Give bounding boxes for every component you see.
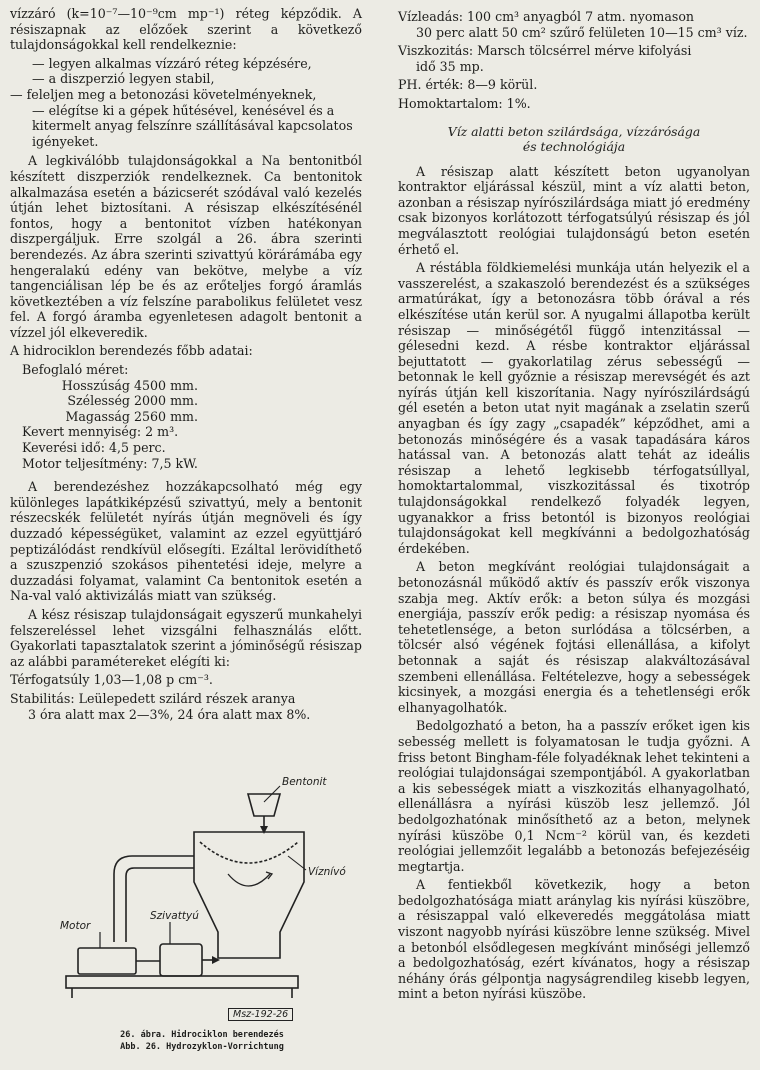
section-title-line: Víz alatti beton szilárdsága, vízzárósága bbox=[447, 123, 701, 139]
spec-label: Magasság bbox=[65, 408, 130, 424]
stability-block bbox=[10, 691, 362, 722]
figure-caption-de: Abb. 26. Hydrozyklon-Vorrichtung bbox=[120, 1042, 284, 1052]
section-title-line: és technológiája bbox=[522, 138, 626, 154]
stability-line: Stabilitás: Leülepedett szilárd részek aranya bbox=[10, 690, 296, 706]
spec-extra: Motor teljesítmény: 7,5 kW. bbox=[22, 455, 198, 471]
label-motor: Motor bbox=[60, 920, 91, 932]
water-release-line: 30 perc alatt 50 cm² szűrő felületen 10—15 cm³ víz. bbox=[416, 24, 748, 40]
body-paragraph: A réstábla földkiemelési munkája után helyezik el a vasszerelést, a szakaszoló berendezést és a szükséges armatúrákat, így a betonozásra több órával a rés elkészítése után kerül sor. A nyugalmi állapotba került résiszap — minőségétől függő intenzitással — gélesedni kezd. A résbe kontraktor eljárással bejuttatott — gyakorlatilag zérus sebességű — betonnak le kell győznie a résiszap merevségét és azt nyírás útján kell kiszorítania. Nagy nyírószilárdságú gél esetén a beton utat nyit magának a zselatin szerű anyagban és így zagy „csapadék” képződhet, ami a betonozás minőségére és a vasak tapadására káros hatással van. A betonozás alatt tehát az ideális résiszap a lehető legkisebb térfogatsúllyal, homoktartalommal, viszkozitással és tixotróp tulajdonságokkal rendelkező folyadék legyen, ugyanakkor a friss betontól is bizonyos reológiai tulajdonságokat kell megkívánni a bedolgozhatóság érdekében. bbox=[398, 260, 750, 556]
spec-value: 2000 mm. bbox=[134, 393, 198, 409]
viscosity bbox=[398, 43, 750, 74]
spec-title: Befoglaló méret: bbox=[22, 362, 129, 378]
water-release-line: Vízleadás: 100 cm³ anyagból 7 atm. nyomason bbox=[398, 9, 695, 24]
spec-row bbox=[22, 409, 362, 425]
figure-caption: 26. ábra. Hidrociklon berendezés bbox=[120, 1030, 284, 1040]
water-release bbox=[398, 9, 750, 40]
bentonite-paragraph: A legkiválóbb tulajdonságokkal a Na bentonitból készített diszperziók rendelkeznek. Ca bentonitok alkalmazása esetén a bázicserét szódával való kezelés útján lehet biztosítani. A résiszap elkészítésénél fontos, hogy a bentonitot vízben hatékonyan diszpergáljuk. Erre szolgál a 26. ábra szerinti berendezés. Az ábra szerinti szivattyú körárámába egy hengeralakú edény van bekötve, melybe a víz tangenciálisan lép be és az erőteljes forgó áramlás következtében a víz felszíne parabolikus felületet vesz fel. A forgó áramba egyenletesen adagolt bentonit a vízzel jól elkeveredik. bbox=[10, 153, 362, 340]
label-water-level: Víznívó bbox=[308, 866, 346, 878]
stability-line: 3 óra alatt max 2—3%, 24 óra alatt max 8%. bbox=[28, 706, 311, 722]
ph-value: PH. érték: 8—9 körül. bbox=[398, 77, 538, 93]
requirement-item: — legyen alkalmas vízzáró réteg képzésére, bbox=[32, 55, 312, 71]
spec-row bbox=[22, 393, 362, 409]
motor-body bbox=[78, 948, 136, 974]
density-line: Térfogatsúly 1,03—1,08 p cm⁻³. bbox=[10, 672, 213, 688]
requirement-item: — feleljen meg a betonozási követelményeknek, bbox=[10, 86, 317, 102]
right-column bbox=[398, 6, 750, 1005]
viscosity-line: Viszkozitás: Marsch tölcsérrel mérve kifolyási bbox=[398, 43, 692, 59]
intro-paragraph: vízzáró (k=10⁻⁷—10⁻⁹cm mp⁻¹) réteg képződik. A résiszapnak az előzőek szerint a következő tulajdonságokkal kell rendelkeznie: bbox=[10, 6, 362, 53]
spec-extra: Keverési idő: 4,5 perc. bbox=[22, 440, 166, 456]
left-column bbox=[10, 6, 362, 725]
requirements-list bbox=[10, 56, 362, 150]
spec-label: Szélesség bbox=[67, 393, 130, 409]
swirl-arrow bbox=[228, 874, 270, 886]
viscosity-line: idő 35 mp. bbox=[416, 58, 484, 74]
spec-row bbox=[22, 378, 362, 394]
hydrocyclone-drawing bbox=[52, 772, 362, 1062]
spec-value: 4500 mm. bbox=[134, 377, 198, 393]
section-title bbox=[398, 124, 750, 154]
ready-paragraph: A kész résiszap tulajdonságait egyszerű munkahelyi felszereléssel lehet vizsgálni felhasználás előtt. Gyakorlati tapasztalatok szerint a jóminőségű résiszap az alábbi paramétereket elégíti ki: bbox=[10, 606, 362, 669]
bentonite-hopper bbox=[248, 794, 280, 816]
spec-label: Hosszúság bbox=[61, 377, 130, 393]
body-paragraph: A résiszap alatt készített beton ugyanolyan kontraktor eljárással készül, mint a víz alatti beton, azonban a résiszap nyírószilárdsága miatt jó eredmény csak bizonyos korlátozott térfogatsúlyú résiszap és jól megválasztott reológiai tulajdonságú beton esetén érhető el. bbox=[398, 163, 750, 257]
label-bentonite: Bentonit bbox=[282, 776, 327, 788]
requirement-item: — a diszperzió legyen stabil, bbox=[32, 71, 215, 87]
body-paragraph: A beton megkívánt reológiai tulajdonságait a betonozásnál működő aktív és passzív erők viszonya szabja meg. Aktív erők: a beton súlya és mozgási energiája, passzív erők pedig: a résiszap nyomása és tehetetlensége, a beton surlódása a tölcsérben, a tölcsér alsó végének fojtási ellenállása, a kifolyt betonnak a saját és résiszap alakváltozásával szembeni ellenállása. Feltételezve, hogy a sebességek kicsinyek, a mozgási energia és a tehetlenségi erők elhanyagolhatók. bbox=[398, 559, 750, 715]
body-paragraph: A fentiekből következik, hogy a beton bedolgozhatósága miatt aránylag kis nyírási küszöbre, a résiszappal való elkeveredés meggátolása miatt viszont nagyobb nyírási küszöbre lenne szükség. Mivel a betonból elsődlegesen megkívánt minőségi jellemző a bedolgozhatóság, ezért kívánatos, hogy a résiszap néhány órás gélpontja nagyságrendileg kisebb legyen, mint a beton nyírási küszöbe. bbox=[398, 877, 750, 1002]
spec-extra: Kevert mennyiség: 2 m³. bbox=[22, 424, 179, 440]
label-pump: Szivattyú bbox=[150, 910, 199, 922]
pump-paragraph: A berendezéshez hozzákapcsolható még egy különleges lapátkiképzésű szivattyú, mely a bentonit részecskék felületét nyírás útján megnöveli és így duzzadó képességüket, valamint az ezzel együttjáró peptizálódást rendkívül elősegíti. Ezáltal lerövidíthető a szuszpenzió szokásos pihentetési ideje, melyre a duzzadási folyamat, valamint Ca bentonitok esetén a Na-val való aktivizálás miatt van szükség. bbox=[10, 479, 362, 604]
water-surface bbox=[200, 842, 298, 863]
pump-body bbox=[160, 944, 202, 976]
requirement-item: — elégítse ki a gépek hűtésével, kenésével és a kitermelt anyag felszínre szállításával kapcsolatos igényeket. bbox=[32, 102, 353, 149]
spec-block bbox=[22, 362, 362, 471]
sand-content: Homoktartalom: 1%. bbox=[398, 95, 531, 111]
drawing-stamp: Msz-192-26 bbox=[228, 1008, 293, 1021]
hydrocyclone-figure bbox=[52, 772, 362, 1062]
data-intro: A hidrociklon berendezés főbb adatai: bbox=[10, 343, 253, 359]
cyclone-vessel bbox=[194, 832, 304, 958]
spec-value: 2560 mm. bbox=[134, 408, 198, 424]
body-paragraph: Bedolgozható a beton, ha a passzív erőket igen kis sebesség mellett is folyamatosan le tudja győzni. A friss betont Bingham-féle folyadéknak lehet tekinteni a reológiai tulajdonságai szempontjából. A gyakorlatban a kis sebességek miatt a viszkozitás elhanyagolható, ellenállásra a nyírási küszöb lesz jellemző. Jól bedolgozhatónak minősíthető az a beton, melynek nyírási küszöbe 0,1 Ncm⁻² körül van, és kezdeti reológiai jellemzőit legalább a betonozás befejezéséig megtartja. bbox=[398, 718, 750, 874]
base-frame bbox=[66, 976, 298, 988]
